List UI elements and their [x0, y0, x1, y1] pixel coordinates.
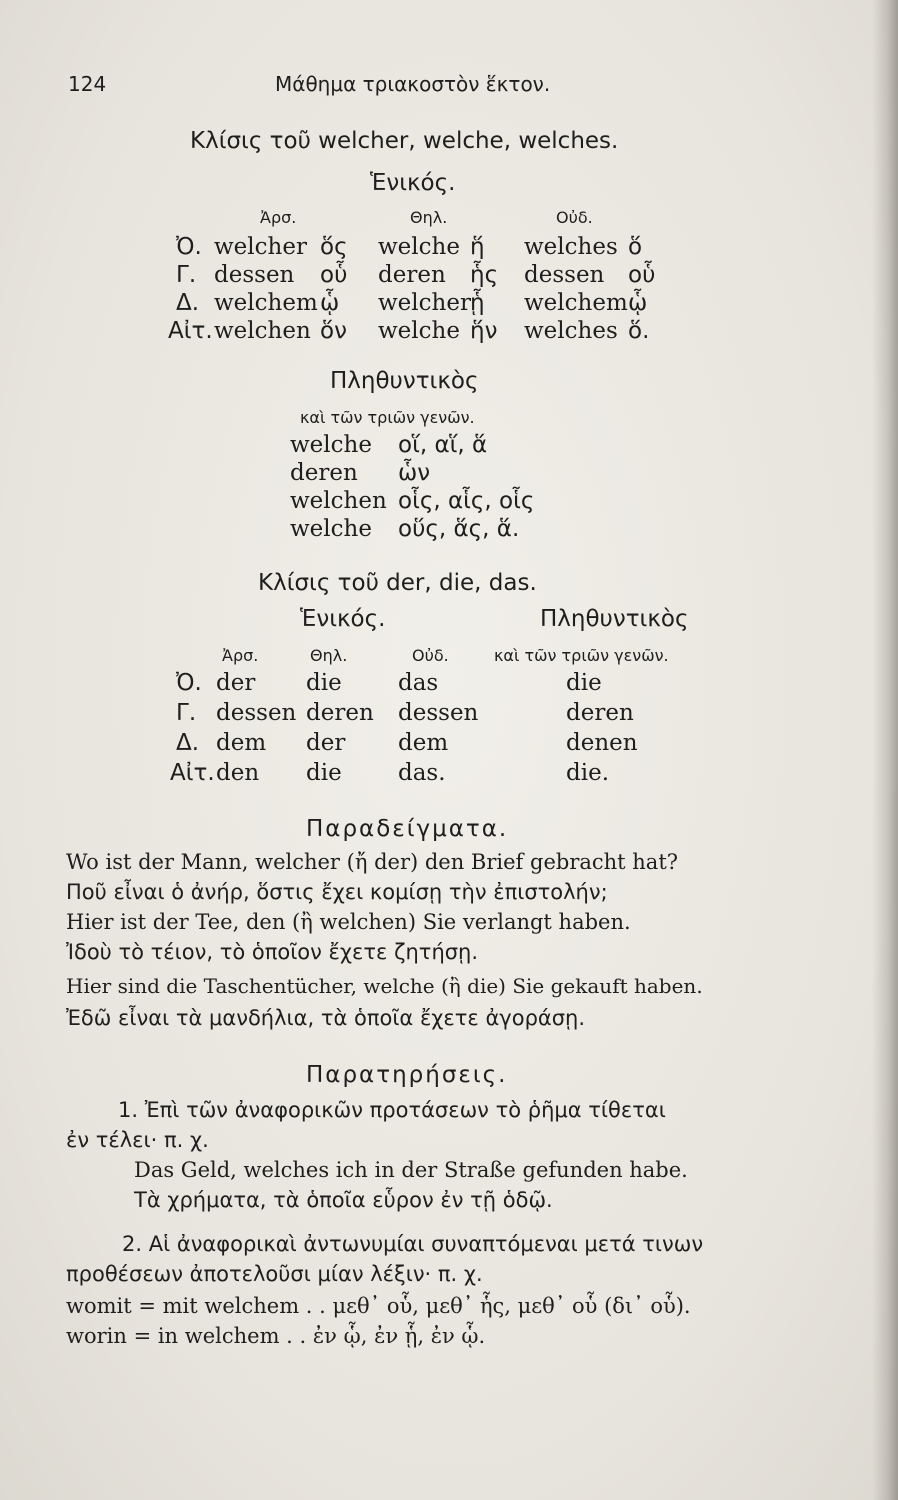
table-cell: ᾧ [320, 290, 340, 316]
col-header-neut: Οὐδ. [556, 208, 593, 227]
col-header-neut: Οὐδ. [412, 646, 449, 665]
plural-gr: ὧν [398, 460, 431, 486]
section1-title: Κλίσις τοῦ welcher, welche, welches. [190, 128, 619, 154]
case-label: Γ. [176, 262, 197, 288]
remark-line: womit = mit welchem . . μεθ᾽ οὗ, μεθ᾽ ἧς, μεθ᾽ οὗ (δι᾽ οὗ). [66, 1294, 691, 1318]
table-cell: das [398, 670, 439, 696]
table-cell: ὅ [628, 234, 643, 260]
table-cell: οὗ [320, 262, 348, 288]
table-cell: denen [566, 730, 638, 756]
plural-title: Πληθυντικὸς [330, 368, 479, 394]
running-title: Μάθημα τριακοστὸν ἕκτον. [275, 72, 551, 96]
table-cell: deren [566, 700, 634, 726]
remark-line: ἐν τέλει· π. χ. [66, 1128, 209, 1152]
table-cell: οὗ [628, 262, 656, 288]
examples-title: Παραδείγματα. [306, 816, 509, 842]
col-header-fem: Θηλ. [310, 646, 348, 665]
col-header-masc: Ἀρσ. [260, 208, 297, 227]
remark-line: Das Geld, welches ich in der Straße gefunden habe. [134, 1158, 688, 1182]
table-cell: welcher [378, 290, 471, 316]
table-cell: die [306, 670, 342, 696]
plural-de: welchen [290, 488, 387, 514]
table-cell: die [306, 760, 342, 786]
section1-subtitle: Ἑνικός. [370, 170, 456, 196]
case-label: Γ. [176, 700, 197, 726]
example-line: Wo ist der Mann, welcher (ἤ der) den Brief gebracht hat? [66, 850, 679, 874]
table-cell: welches [524, 318, 618, 344]
table-cell: dessen [524, 262, 605, 288]
table-cell: ἥ [470, 234, 485, 260]
table-cell: welches [524, 234, 618, 260]
example-line: Hier sind die Taschentücher, welche (ἢ die) Sie gekauft haben. [66, 974, 703, 998]
col-header-masc: Ἀρσ. [222, 646, 259, 665]
table-cell: die. [566, 760, 610, 786]
table-cell: welche [378, 318, 460, 344]
plural-subtitle: καὶ τῶν τριῶν γενῶν. [300, 408, 475, 427]
plural-de: welche [290, 432, 372, 458]
table-cell: ᾧ [628, 290, 648, 316]
example-line: Ἐδῶ εἶναι τὰ μανδήλια, τὰ ὁποῖα ἔχετε ἀγοράσῃ. [66, 1006, 586, 1030]
table-cell: die [566, 670, 602, 696]
section2-title: Κλίσις τοῦ der, die, das. [258, 570, 537, 596]
plural-gr: οὕς, ἅς, ἅ. [398, 516, 520, 542]
case-label: Αἰτ. [170, 760, 215, 786]
plural-gr: οἷς, αἷς, οἷς [398, 488, 535, 514]
table-cell: ἥν [470, 318, 498, 344]
plural-de: deren [290, 460, 358, 486]
case-label: Ὀ. [176, 234, 202, 260]
table-cell: deren [306, 700, 374, 726]
table-cell: ᾗ [470, 290, 485, 316]
plural-de: welche [290, 516, 372, 542]
table-cell: welcher [214, 234, 307, 260]
table-cell: dem [398, 730, 449, 756]
example-line: Hier ist der Tee, den (ἢ welchen) Sie verlangt haben. [66, 910, 631, 934]
case-label: Αἰτ. [168, 318, 213, 344]
example-line: Ἰδοὺ τὸ τέιον, τὸ ὁποῖον ἔχετε ζητήσῃ. [66, 940, 479, 964]
table-cell: dem [216, 730, 267, 756]
table-cell: dessen [214, 262, 295, 288]
section2-singular-label: Ἑνικός. [300, 606, 386, 632]
section2-plural-label: Πληθυντικὸς [540, 606, 689, 632]
table-cell: ἧς [470, 262, 499, 288]
table-cell: das. [398, 760, 446, 786]
table-cell: welchen [214, 318, 311, 344]
table-cell: welchem [524, 290, 628, 316]
table-cell: der [306, 730, 346, 756]
table-cell: ὅν [320, 318, 347, 344]
plural-gr: οἵ, αἵ, ἅ [398, 432, 488, 458]
case-label: Δ. [176, 730, 200, 756]
remark-line: 1. Ἐπὶ τῶν ἀναφορικῶν προτάσεων τὸ ῥῆμα τίθεται [118, 1098, 666, 1122]
table-cell: welchem [214, 290, 318, 316]
remark-line: 2. Αἱ ἀναφορικαὶ ἀντωνυμίαι συναπτόμεναι μετά τινων [122, 1232, 704, 1256]
col-header-fem: Θηλ. [410, 208, 448, 227]
page-number: 124 [68, 72, 107, 96]
remarks-title: Παρατηρήσεις. [306, 1062, 508, 1088]
case-label: Ὀ. [176, 670, 202, 696]
table-cell: den [216, 760, 260, 786]
remark-line: προθέσεων ἀποτελοῦσι μίαν λέξιν· π. χ. [66, 1262, 483, 1286]
table-cell: welche [378, 234, 460, 260]
case-label: Δ. [176, 290, 200, 316]
page-edge-shadow [872, 0, 898, 1500]
table-cell: dessen [398, 700, 479, 726]
table-cell: ὅς [320, 234, 348, 260]
remark-line: worin = in welchem . . ἐν ᾧ, ἐν ᾗ, ἐν ᾧ. [66, 1324, 486, 1348]
example-line: Ποῦ εἶναι ὁ ἀνήρ, ὅστις ἔχει κομίσῃ τὴν ἐπιστολήν; [66, 880, 608, 904]
table-cell: deren [378, 262, 446, 288]
table-cell: ὅ. [628, 318, 650, 344]
col-header-plural: καὶ τῶν τριῶν γενῶν. [494, 646, 669, 665]
table-cell: dessen [216, 700, 297, 726]
table-cell: der [216, 670, 256, 696]
remark-line: Τὰ χρήματα, τὰ ὁποῖα εὗρον ἐν τῇ ὁδῷ. [134, 1188, 553, 1212]
